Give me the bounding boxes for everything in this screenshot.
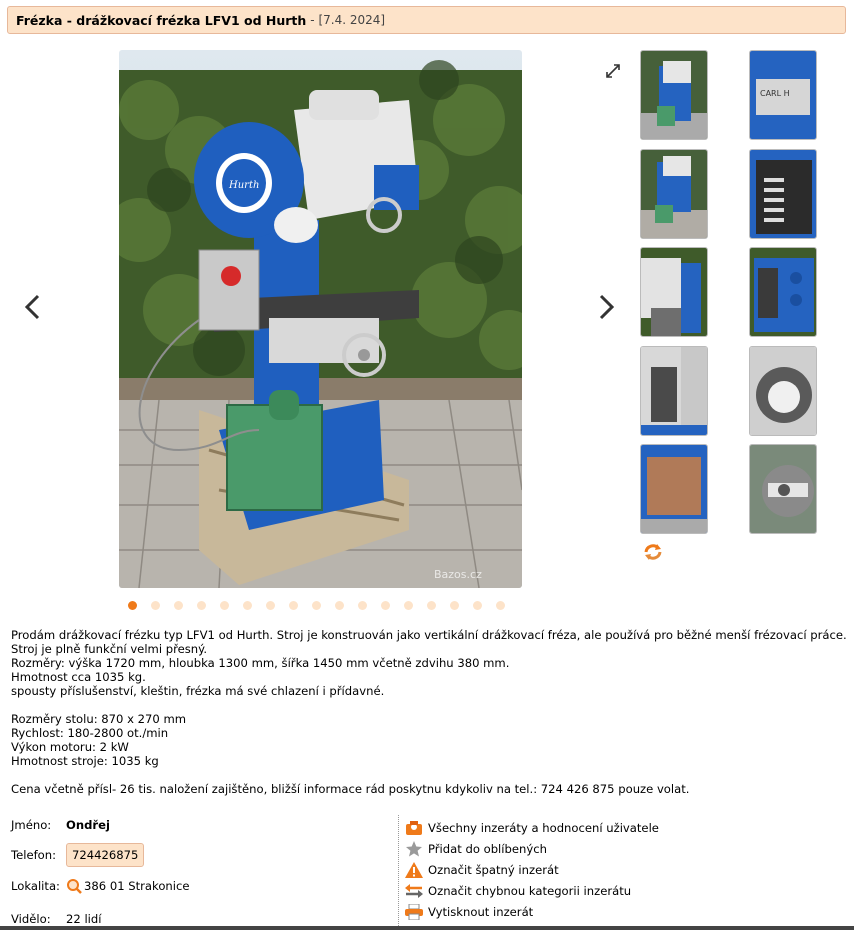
rotate-photos-button[interactable] [643,543,663,561]
action-print-ad[interactable] [405,904,533,920]
next-photo-button[interactable] [595,292,619,322]
info-divider [398,815,399,930]
action-label: Označit chybnou kategorii inzerátu [428,884,632,898]
user-ads-icon [405,820,423,836]
listing-title: Frézka - drážkovací frézka LFV1 od Hurth [16,12,307,28]
gallery-dot-2[interactable] [151,601,160,610]
thumbnail-9[interactable] [640,444,708,534]
listing-description: Prodám drážkovací frézku typ LFV1 od Hurth. Stroj je konstruován jako vertikální drážkovací fréza, ale používá pro běžné menší frézovací práce. Stroj je plně funkční velmi přesný. Rozměry: výška 1720 mm, hloubka 1300 mm, šířka 1450 mm včetně zdvihu 380 mm. Hmotnost cca 1035 kg. spousty příslušenství, kleštin, frézka má své chlazení i přídavné. Rozměry stolu: 870 x 270 mm Rychlost: 180-2800 ot./min Výkon motoru: 2 kW Hmotnost stroje: 1035 kg Cena včetně přísl- 26 tis. naložení zajištěno, bližší informace rád poskytnu kdykoliv na tel.: 724 426 875 pouze volat. [11,628,847,796]
gallery-dot-15[interactable] [450,601,459,610]
gallery-dot-13[interactable] [404,601,413,610]
svg-text:Hurth: Hurth [229,180,260,191]
thumbnail-8[interactable] [749,346,817,436]
thumbnail-2[interactable] [749,50,817,140]
bottom-scroll-edge [0,926,854,930]
star-icon [405,841,423,857]
thumbnail-10[interactable] [749,444,817,534]
action-label: Označit špatný inzerát [428,863,559,877]
seller-phone[interactable]: 724426875 [66,843,144,867]
seller-phone-label: Telefon: [11,848,57,862]
fullscreen-button[interactable] [605,63,621,79]
gallery-dot-17[interactable] [496,601,505,610]
action-report-bad-ad[interactable] [405,862,559,878]
action-report-wrong-category[interactable] [405,883,631,899]
gallery-dots [128,601,505,610]
seller-location-label: Lokalita: [11,879,60,893]
views-count: 22 lidí [66,912,102,926]
thumbnail-1[interactable] [640,50,708,140]
seller-name: Ondřej [66,818,110,832]
title-separator: - [310,13,319,27]
watermark-text: Bazos.cz [434,568,482,581]
chevron-left-icon [20,292,44,322]
action-label: Přidat do oblíbených [428,842,547,856]
seller-name-row [11,818,110,832]
swap-arrows-icon [405,883,423,899]
action-label: Všechny inzeráty a hodnocení uživatele [428,821,659,835]
main-photo[interactable] [119,50,522,588]
seller-name-label: Jméno: [11,818,52,832]
printer-icon [405,904,423,920]
thumbnail-4[interactable] [749,149,817,239]
gallery-dot-7[interactable] [266,601,275,610]
gallery-dot-10[interactable] [335,601,344,610]
gallery-dot-8[interactable] [289,601,298,610]
listing-title-bar [7,6,846,34]
gallery-dot-6[interactable] [243,601,252,610]
action-all-user-ads[interactable] [405,820,659,836]
chevron-right-icon [595,292,619,322]
gallery-dot-12[interactable] [381,601,390,610]
seller-location-row [11,878,190,894]
views-label: Vidělo: [11,912,51,926]
expand-icon [605,63,621,79]
refresh-icon [643,543,663,561]
thumbnail-5[interactable] [640,247,708,337]
gallery-dot-1[interactable] [128,601,137,610]
gallery-dot-14[interactable] [427,601,436,610]
action-label: Vytisknout inzerát [428,905,534,919]
prev-photo-button[interactable] [20,292,44,322]
seller-location[interactable]: 386 01 Strakonice [84,879,190,893]
gallery-dot-5[interactable] [220,601,229,610]
map-search-icon[interactable] [66,878,82,894]
action-add-favorite[interactable] [405,841,547,857]
svg-text:CARL H: CARL H [760,89,790,98]
thumbnail-6[interactable] [749,247,817,337]
listing-date: [7.4. 2024] [318,13,386,27]
thumbnail-3[interactable] [640,149,708,239]
gallery-dot-16[interactable] [473,601,482,610]
main-photo-image [119,50,522,588]
thumbnail-7[interactable] [640,346,708,436]
warning-icon [405,862,423,878]
listing-date-wrap [310,13,385,27]
seller-views-row [11,912,101,926]
gallery-dot-3[interactable] [174,601,183,610]
gallery-dot-11[interactable] [358,601,367,610]
gallery-dot-4[interactable] [197,601,206,610]
gallery-dot-9[interactable] [312,601,321,610]
seller-phone-row [11,843,144,867]
